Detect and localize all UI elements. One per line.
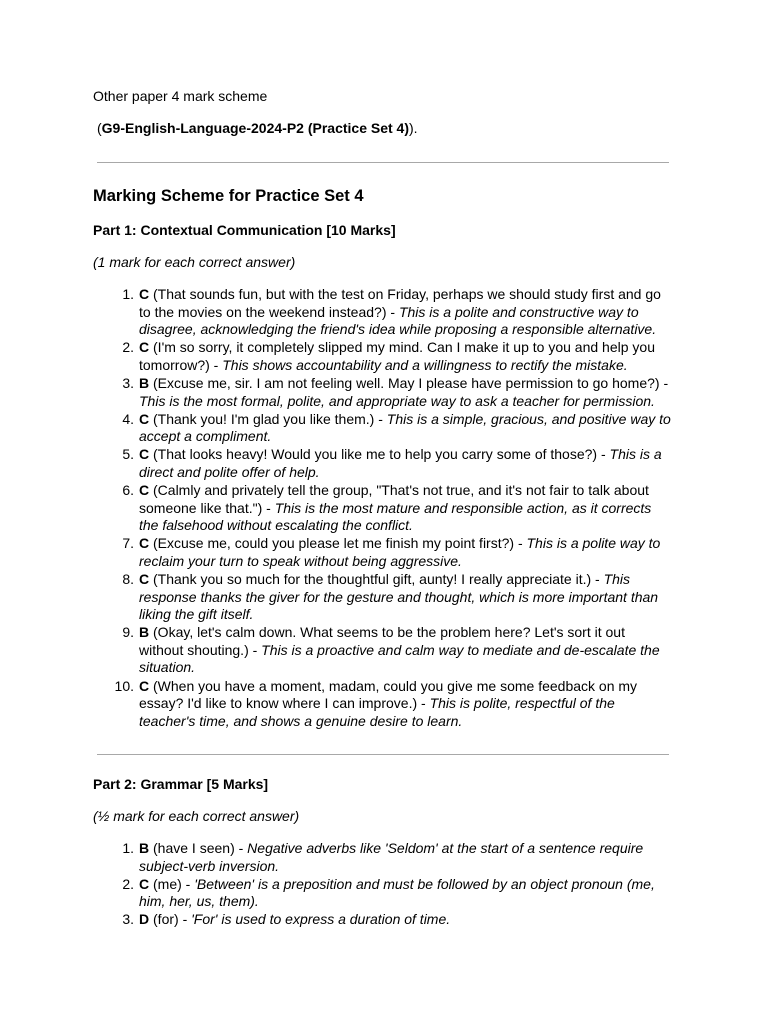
answer-text: (That sounds fun, but with the test on Friday, perhaps we should study first and go to the movies on the weekend instead?) -: [139, 286, 661, 320]
answer-letter: B: [139, 840, 150, 856]
source-open: (: [97, 120, 102, 136]
answer-explanation: This is the most mature and responsible action, as it corrects the falsehood without escalating the conflict.: [139, 499, 652, 534]
list-item: [122, 446, 673, 481]
answer-letter: C: [139, 875, 150, 892]
item-number: 6.: [122, 482, 134, 499]
part2-answer-list: [122, 840, 673, 929]
part1-answer-list: [114, 286, 673, 731]
item-number: 3.: [122, 374, 134, 391]
item-number: 4.: [122, 410, 134, 427]
answer-letter: C: [139, 410, 150, 427]
answer-letter: C: [139, 571, 150, 587]
list-item: [122, 339, 673, 374]
list-item: [114, 677, 673, 731]
answer-explanation: This is a polite and constructive way to disagree, acknowledging the friend's idea while proposing a responsible alternative.: [139, 303, 657, 338]
answer-text: (That looks heavy! Would you like me to help you carry some of those?) -: [149, 446, 610, 463]
answer-explanation: 'For' is used to express a duration of time.: [191, 911, 451, 928]
answer-explanation: 'Between' is a preposition and must be followed by an object pronoun (me, him, her, us, them).: [139, 875, 655, 910]
answer-letter: C: [139, 286, 150, 302]
answer-letter: C: [139, 482, 150, 499]
answer-explanation: This is a direct and polite offer of help.: [139, 446, 662, 480]
part1-marks-note: (1 mark for each correct answer): [93, 254, 296, 270]
answer-text: (Thank you! I'm glad you like them.) -: [149, 410, 387, 427]
list-item: [122, 286, 673, 339]
part2-marks-note: (½ mark for each correct answer): [93, 808, 300, 824]
item-number: 9.: [122, 624, 134, 641]
source-title: G9-English-Language-2024-P2 (Practice Set 4): [101, 120, 409, 136]
list-item: [122, 374, 673, 410]
list-item: [122, 482, 673, 535]
item-number: 3.: [122, 911, 134, 928]
list-item: [122, 410, 673, 446]
list-item: [122, 911, 673, 929]
horizontal-divider: [97, 754, 669, 755]
list-item: [122, 535, 673, 570]
item-number: 7.: [122, 535, 134, 552]
answer-text: (Okay, let's calm down. What seems to be the problem here? Let's sort it out without shouting.) -: [139, 624, 625, 658]
item-number: 10.: [114, 677, 134, 694]
item-number: 8.: [122, 571, 134, 587]
answer-letter: C: [139, 535, 150, 552]
horizontal-divider: [97, 162, 669, 163]
answer-explanation: This shows accountability and a willingness to rectify the mistake.: [222, 356, 628, 373]
list-item: [122, 840, 673, 875]
answer-explanation: This is the most formal, polite, and appropriate way to ask a teacher for permission.: [139, 392, 655, 409]
item-number: 2.: [122, 875, 134, 892]
page-title: Marking Scheme for Practice Set 4: [93, 187, 364, 205]
answer-text: (Excuse me, could you please let me finish my point first?) -: [149, 535, 527, 552]
intro-text: Other paper 4 mark scheme: [93, 88, 268, 104]
answer-text: (for) -: [149, 911, 192, 928]
answer-explanation: This response thanks the giver for the gesture and thought, which is more important than liking the gift itself.: [139, 571, 659, 623]
answer-explanation: This is polite, respectful of the teacher's time, and shows a genuine desire to learn.: [139, 695, 615, 729]
answer-letter: B: [139, 624, 150, 641]
part2-title: Part 2: Grammar [5 Marks]: [93, 776, 269, 792]
answer-text: (When you have a moment, madam, could you give me some feedback on my essay? I'd like to know where I can improve.) -: [139, 677, 638, 712]
answer-explanation: This is a proactive and calm way to mediate and de-escalate the situation.: [139, 641, 660, 676]
source-reference: [97, 120, 418, 138]
list-item: [122, 875, 673, 911]
answer-text: (have I seen) -: [149, 840, 248, 856]
answer-explanation: This is a simple, gracious, and positive way to accept a compliment.: [139, 410, 671, 445]
answer-letter: C: [139, 446, 150, 463]
item-number: 1.: [122, 840, 134, 856]
answer-letter: C: [139, 339, 150, 356]
answer-text: (Calmly and privately tell the group, "That's not true, and it's not fair to talk about someone like that.") -: [139, 482, 649, 516]
answer-text: (Excuse me, sir. I am not feeling well. May I please have permission to go home?) -: [149, 374, 669, 391]
item-number: 5.: [122, 446, 134, 463]
answer-explanation: Negative adverbs like 'Seldom' at the start of a sentence require subject-verb inversion.: [139, 840, 644, 874]
answer-text: (Thank you so much for the thoughtful gift, aunty! I really appreciate it.) -: [149, 571, 604, 587]
answer-letter: B: [139, 374, 150, 391]
answer-letter: D: [139, 911, 150, 928]
item-number: 1.: [122, 286, 134, 302]
answer-text: (me) -: [149, 875, 195, 892]
answer-explanation: This is a polite way to reclaim your turn to speak without being aggressive.: [139, 535, 661, 569]
answer-text: (I'm so sorry, it completely slipped my mind. Can I make it up to you and help you tomorrow?) -: [139, 339, 655, 373]
list-item: [122, 571, 673, 624]
answer-letter: C: [139, 677, 150, 694]
list-item: [122, 624, 673, 677]
item-number: 2.: [122, 339, 134, 356]
source-close: ).: [409, 120, 418, 136]
part1-title: Part 1: Contextual Communication [10 Marks]: [93, 222, 396, 238]
